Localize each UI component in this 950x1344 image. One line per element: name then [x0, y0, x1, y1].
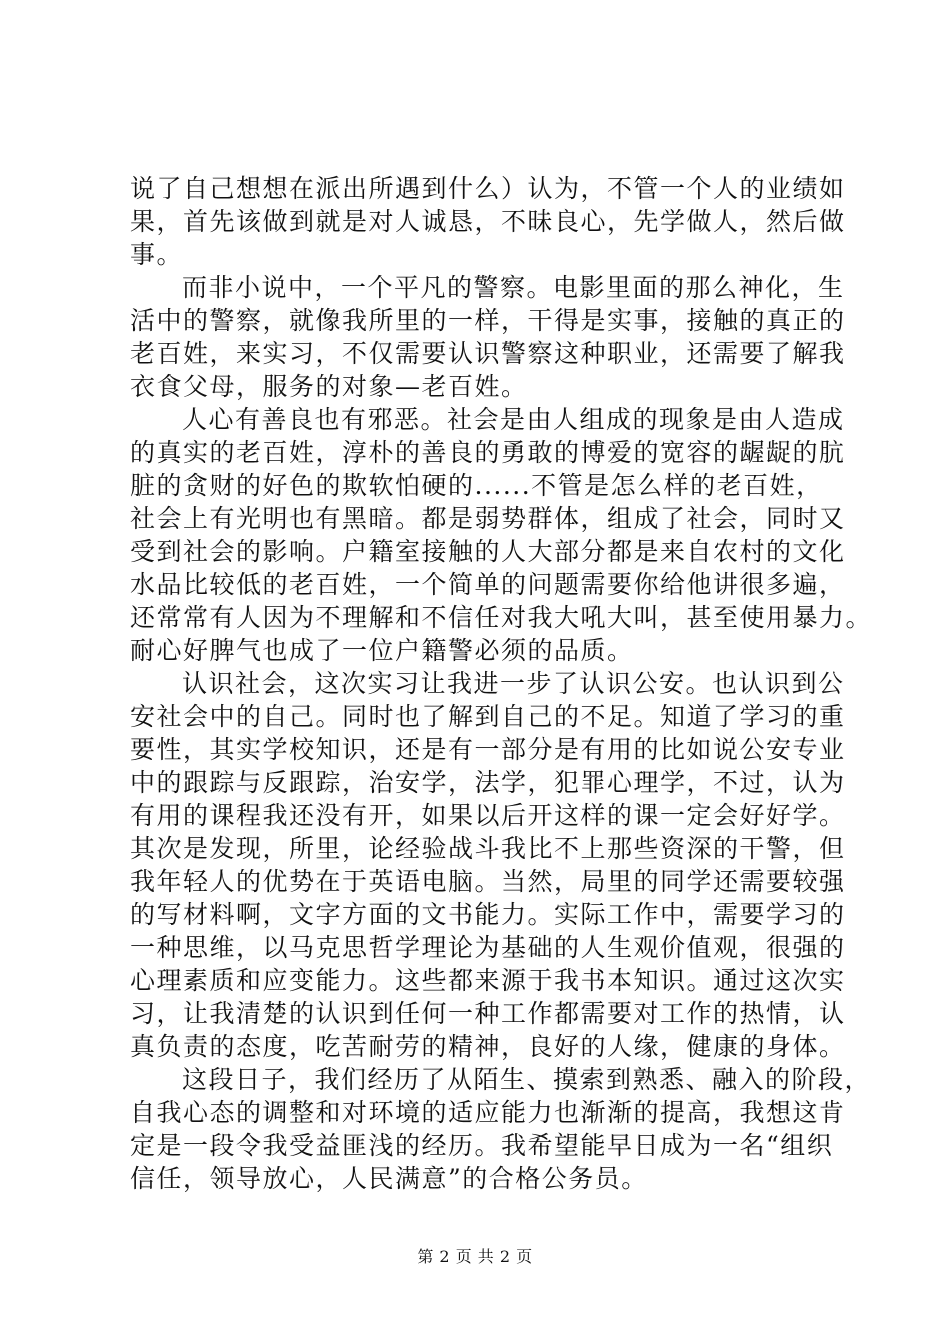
- paragraph-first-line: 而非小说中，一个平凡的警察。电影里面的那么神化，生: [182, 273, 845, 302]
- paragraph-first-line: 认识社会，这次实习让我进一步了认识公安。也认识到公: [182, 669, 845, 698]
- text-line: 定是一段令我受益匪浅的经历。我希望能早日成为一名“组织: [130, 1131, 834, 1160]
- text-line: 衣食父母，服务的对象—老百姓。: [130, 372, 528, 401]
- text-line: 受到社会的影响。户籍室接触的人大部分都是来自农村的文化: [130, 537, 846, 566]
- text-line: 的真实的老百姓，淳朴的善良的勇敢的博爱的宽容的龌龊的肮: [130, 438, 846, 467]
- text-line: 活中的警察，就像我所里的一样，干得是实事，接触的真正的: [130, 306, 846, 335]
- text-line: 安社会中的自己。同时也了解到自己的不足。知道了学习的重: [130, 702, 846, 731]
- paragraph-first-line: 人心有善良也有邪恶。社会是由人组成的现象是由人造成: [182, 405, 845, 434]
- page-footer: 第 2 页 共 2 页: [417, 1247, 533, 1266]
- text-line: 一种思维，以马克思哲学理论为基础的人生观价值观，很强的: [130, 933, 846, 962]
- text-line: 我年轻人的优势在于英语电脑。当然，局里的同学还需要较强: [130, 867, 846, 896]
- text-line: 事。: [130, 240, 184, 269]
- text-line: 果，首先该做到就是对人诚恳，不昧良心，先学做人，然后做: [130, 207, 846, 236]
- text-line: 真负责的态度，吃苦耐劳的精神，良好的人缘，健康的身体。: [130, 1032, 846, 1061]
- text-line: 的写材料啊，文字方面的文书能力。实际工作中，需要学习的: [130, 900, 846, 929]
- text-line: 心理素质和应变能力。这些都来源于我书本知识。通过这次实: [130, 966, 846, 995]
- text-line: 中的跟踪与反跟踪，治安学，法学，犯罪心理学，不过，认为: [130, 768, 846, 797]
- text-line: 耐心好脾气也成了一位户籍警必须的品质。: [130, 636, 634, 665]
- text-line: 信任，领导放心，人民满意”的合格公务员。: [130, 1164, 648, 1193]
- text-line: 有用的课程我还没有开，如果以后开这样的课一定会好好学。: [130, 801, 846, 830]
- text-line: 要性，其实学校知识，还是有一部分是有用的比如说公安专业: [130, 735, 846, 764]
- text-line: 还常常有人因为不理解和不信任对我大吼大叫，甚至使用暴力。: [130, 603, 873, 632]
- paragraph-first-line: 这段日子，我们经历了从陌生、摸索到熟悉、融入的阶段，: [182, 1065, 872, 1094]
- text-line: 其次是发现，所里，论经验战斗我比不上那些资深的干警，但: [130, 834, 846, 863]
- text-line: 社会上有光明也有黑暗。都是弱势群体，组成了社会，同时又: [130, 504, 846, 533]
- text-line: 习，让我清楚的认识到任何一种工作都需要对工作的热情，认: [130, 999, 846, 1028]
- text-line: 水品比较低的老百姓，一个简单的问题需要你给他讲很多遍，: [130, 570, 846, 599]
- document-body: [130, 172, 873, 1195]
- text-line: 自我心态的调整和对环境的适应能力也渐渐的提高，我想这肯: [130, 1098, 846, 1127]
- text-line: 说了自己想想在派出所遇到什么）认为，不管一个人的业绩如: [130, 174, 846, 203]
- text-line: 脏的贪财的好色的欺软怕硬的......不管是怎么样的老百姓，: [130, 471, 823, 500]
- text-line: 老百姓，来实习，不仅需要认识警察这种职业，还需要了解我: [130, 339, 846, 368]
